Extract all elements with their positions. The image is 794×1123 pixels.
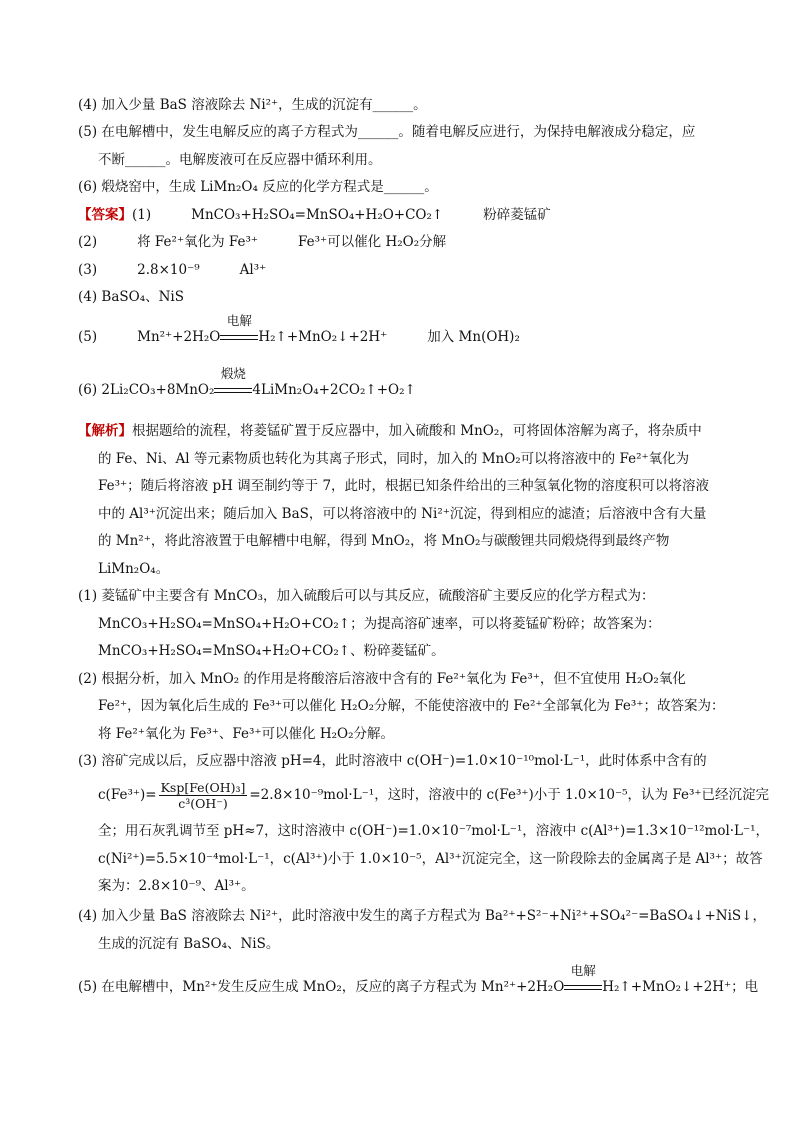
reaction-condition-arrow: 煅烧: [214, 381, 252, 399]
analysis-para-3-line-4: c(Ni²⁺)=5.5×10⁻⁴mol·L⁻¹，c(Al³⁺)小于 1.0×10⁻⁵，Al³⁺沉淀完全，这一阶段除去的金属离子是 Al³⁺；故答: [98, 851, 763, 867]
ksp-fraction: $\frac{\text{Ksp[Fe(OH)₃]}}{\text{c³(OH⁻)}}$: [160, 780, 246, 811]
question-4: (4) 加入少量 BaS 溶液除去 Ni²⁺，生成的沉淀有______。: [78, 97, 427, 113]
analysis-para-0-line-3: Fe³⁺；随后将溶液 pH 调至制约等于 7，此时，根据已知条件给出的三种氢氧化物的溶度积可以将溶液: [98, 478, 710, 494]
analysis-para-0-line-6: LiMn₂O₄。: [98, 561, 170, 577]
reaction-condition-arrow: 电解: [220, 328, 258, 346]
analysis-para-2-line-1: (2) 根据分析，加入 MnO₂ 的作用是将酸溶后溶液中含有的 Fe²⁺氧化为 Fe³⁺，但不宜使用 H₂O₂氧化: [78, 671, 686, 687]
analysis-para-3-line-1: (3) 溶矿完成以后，反应器中溶液 pH=4，此时溶液中 c(OH⁻)=1.0×10⁻¹⁰mol·L⁻¹，此时体系中含有的: [78, 753, 707, 769]
analysis-para-0-line-1: 【解析】根据题给的流程，将菱锰矿置于反应器中，加入硫酸和 MnO₂，可将固体溶解为离子，将杂质中: [78, 423, 702, 439]
answer-tag: 【答案】: [78, 207, 132, 223]
analysis-para-1-line-3: MnCO₃+H₂SO₄=MnSO₄+H₂O+CO₂↑、粉碎菱锰矿。: [98, 643, 445, 659]
answer-1-equation: MnCO₃+H₂SO₄=MnSO₄+H₂O+CO₂↑: [191, 207, 444, 223]
analysis-para-4-line-2: 生成的沉淀有 BaSO₄、NiS。: [98, 936, 280, 952]
analysis-tag: 【解析】: [78, 423, 132, 439]
answer-5: (5) Mn²⁺+2H₂O 电解 H₂↑+MnO₂↓+2H⁺ 加入 Mn(OH)₂: [78, 313, 520, 345]
answer-6: (6) 2Li₂CO₃+8MnO₂ 煅烧 4LiMn₂O₄+2CO₂↑+O₂↑: [78, 366, 416, 398]
analysis-para-3-line-5: 案为：2.8×10⁻⁹、Al³⁺。: [98, 878, 255, 894]
answer-2: (2) 将 Fe²⁺氧化为 Fe³⁺ Fe³⁺可以催化 H₂O₂分解: [78, 234, 447, 250]
analysis-para-2-line-2: Fe²⁺，因为氧化后生成的 Fe³⁺可以催化 H₂O₂分解，不能使溶液中的 Fe²⁺全部氧化为 Fe³⁺；故答案为：: [98, 698, 725, 714]
analysis-para-0-line-4: 中的 Al³⁺沉淀出来；随后加入 BaS，可以将溶液中的 Ni²⁺沉淀，得到相应的滤渣；后溶液中含有大量: [98, 506, 707, 522]
analysis-para-1-line-1: (1) 菱锰矿中主要含有 MnCO₃，加入硫酸后可以与其反应，硫酸溶矿主要反应的化学方程式为：: [78, 588, 655, 604]
analysis-para-0-line-2: 的 Fe、Ni、Al 等元素物质也转化为其离子形式，同时，加入的 MnO₂可以将溶液中的 Fe²⁺氧化为: [98, 451, 690, 467]
question-6: (6) 煅烧窑中，生成 LiMn₂O₄ 反应的化学方程式是______。: [78, 179, 438, 195]
analysis-para-0-line-5: 的 Mn²⁺，将此溶液置于电解槽中电解，得到 MnO₂，将 MnO₂与碳酸锂共同煅烧得到最终产物: [98, 533, 670, 549]
answer-1: 【答案】(1) MnCO₃+H₂SO₄=MnSO₄+H₂O+CO₂↑ 粉碎菱锰矿: [78, 207, 551, 223]
question-5-line-2: 不断______。电解废液可在反应器中循环利用。: [98, 152, 382, 168]
analysis-para-3-line-3: 全；用石灰乳调节至 pH≈7，这时溶液中 c(OH⁻)=1.0×10⁻⁷mol·L⁻¹，溶液中 c(Al³⁺)=1.3×10⁻¹²mol·L⁻¹，: [98, 823, 770, 839]
analysis-para-3-line-2: c(Fe³⁺)= $\frac{\text{Ksp[Fe(OH)₃]}}{\text{c³(OH⁻)}}$ =2.8×10⁻⁹mol·L⁻¹，这时，溶液中的 c(Fe³⁺)小于 1.0×10⁻⁵，认为 Fe³⁺已经沉淀完: [98, 780, 769, 811]
analysis-para-2-line-3: 将 Fe²⁺氧化为 Fe³⁺、Fe³⁺可以催化 H₂O₂分解。: [98, 726, 395, 742]
reaction-condition-arrow: 电解: [564, 978, 602, 996]
answer-4: (4) BaSO₄、NiS: [78, 289, 184, 305]
question-5-line-1: (5) 在电解槽中，发生电解反应的离子方程式为______。随着电解反应进行，为保持电解液成分稳定，应: [78, 124, 696, 140]
answer-3: (3) 2.8×10⁻⁹ Al³⁺: [78, 262, 267, 278]
analysis-para-5-line-1: (5) 在电解槽中，Mn²⁺发生反应生成 MnO₂，反应的离子方程式为 Mn²⁺+2H₂O 电解 H₂↑+MnO₂↓+2H⁺；电: [78, 963, 759, 995]
analysis-para-4-line-1: (4) 加入少量 BaS 溶液除去 Ni²⁺，此时溶液中发生的离子方程式为 Ba²⁺+S²⁻+Ni²⁺+SO₄²⁻=BaSO₄↓+NiS↓，: [78, 908, 766, 924]
analysis-para-1-line-2: MnCO₃+H₂SO₄=MnSO₄+H₂O+CO₂↑；为提高溶矿速率，可以将菱锰矿粉碎；故答案为：: [98, 616, 661, 632]
